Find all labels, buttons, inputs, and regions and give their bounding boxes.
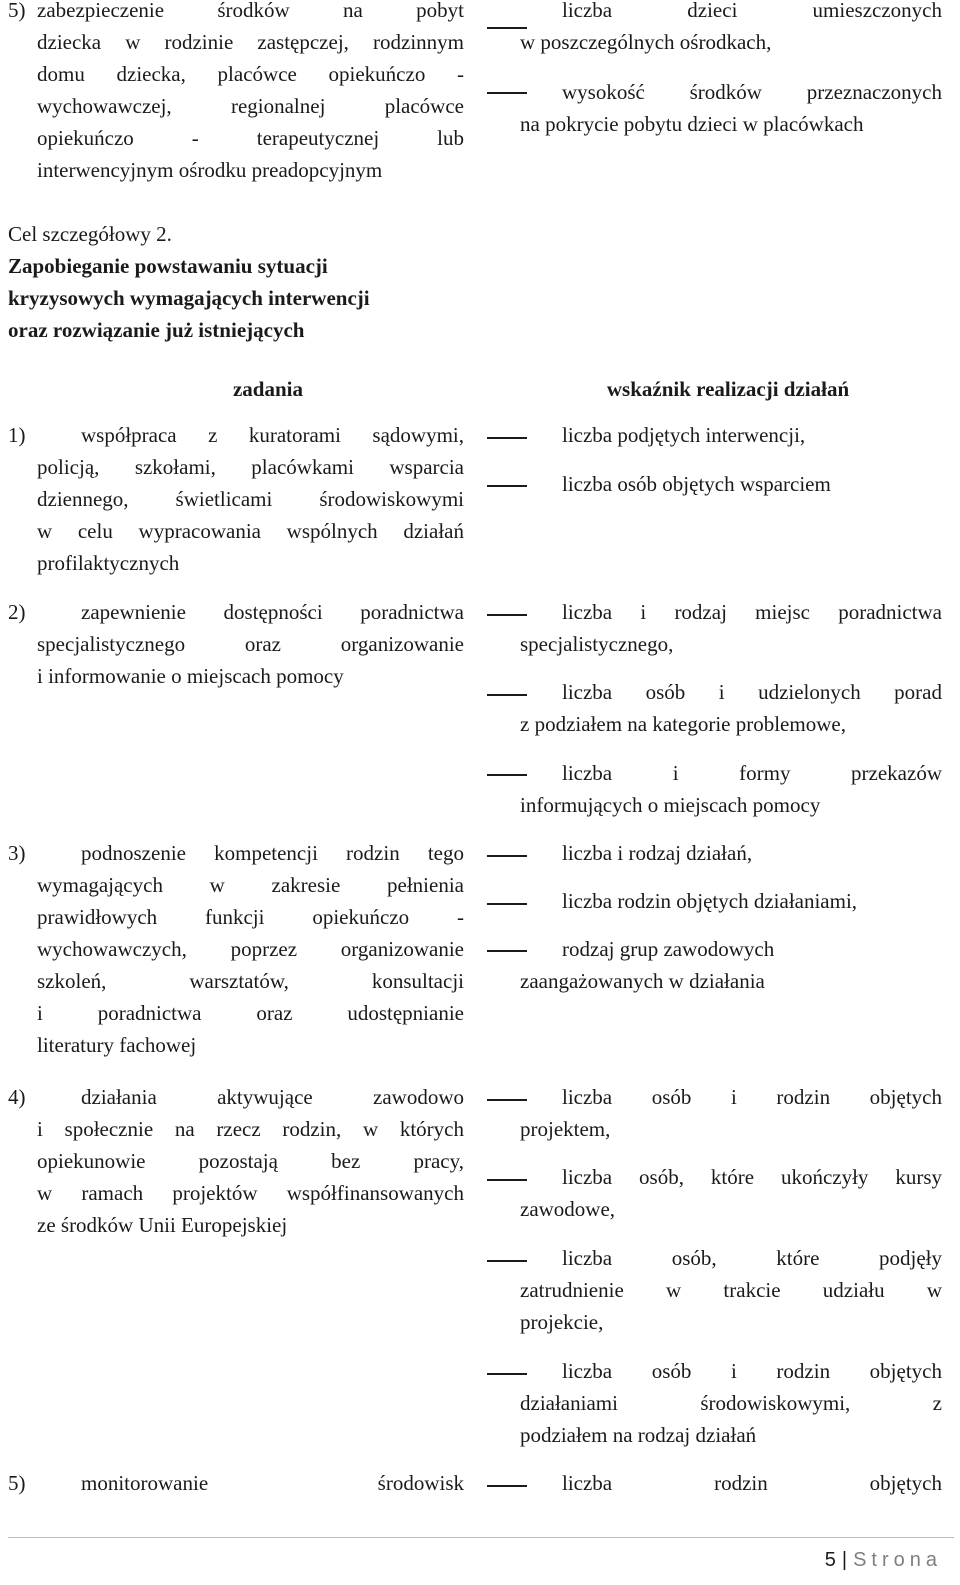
text-line: domu dziecka, placówce opiekuńczo - [37, 62, 464, 86]
goal-heading [8, 218, 468, 346]
text-line: liczba osób, które podjęły [562, 1246, 942, 1270]
text-line: na pokrycie pobytu dzieci w placówkach [520, 112, 864, 136]
text-line: dziennego, świetlicami środowiskowymi [37, 487, 464, 511]
indicator-item: liczba osób objętych wsparciem [562, 472, 831, 496]
text-line: w poszczególnych ośrodkach, [520, 30, 772, 54]
indicator-item [520, 596, 942, 660]
task-5b-number: 5) [8, 1471, 26, 1495]
indicator-item [520, 76, 942, 140]
page-number: 5 [824, 1549, 836, 1571]
text-line: szkoleń, warsztatów, konsultacji [37, 969, 464, 993]
text-line: rodzaj grup zawodowych [562, 937, 775, 961]
text-line: wychowawczych, poprzez organizowanie [37, 937, 464, 961]
text-line: i społecznie na rzecz rodzin, w których [37, 1117, 464, 1141]
text-line: ze środków Unii Europejskiej [37, 1213, 288, 1237]
indicator-item: liczba podjętych interwencji, [562, 423, 806, 447]
text-line: prawidłowych funkcji opiekuńczo - [37, 905, 464, 929]
text-line: zatrudnienie w trakcie udziału w [520, 1278, 942, 1302]
text-line: zapewnienie dostępności poradnictwa [81, 600, 464, 624]
text-line: liczba rodzin objętych [562, 1471, 942, 1495]
footer-separator: | [841, 1549, 848, 1571]
indicator-item [520, 1355, 942, 1451]
text-line: w celu wypracowania wspólnych działań [37, 519, 464, 543]
page-word: Strona [853, 1549, 942, 1571]
bullet-dash [487, 437, 527, 439]
task-5b-text [37, 1467, 464, 1499]
indicator-item [520, 757, 942, 821]
task-5-number: 5) [8, 0, 26, 22]
text-line: zawodowe, [520, 1197, 616, 1221]
goal-line: oraz rozwiązanie już istniejących [8, 318, 305, 342]
indicator-item [520, 0, 942, 58]
task-1-number: 1) [8, 423, 26, 447]
goal-line: Zapobieganie powstawaniu sytuacji [8, 254, 328, 278]
text-line: liczba osób i rodzin objętych [562, 1085, 942, 1109]
text-line: liczba osób, które ukończyły kursy [562, 1165, 942, 1189]
text-line: zabezpieczenie środków na pobyt [37, 0, 464, 22]
text-line: z podziałem na kategorie problemowe, [520, 712, 846, 736]
text-line: informujących o miejscach pomocy [520, 793, 821, 817]
text-line: profilaktycznych [37, 551, 180, 575]
text-line: w ramach projektów współfinansowanych [37, 1181, 464, 1205]
text-line: projektem, [520, 1117, 611, 1141]
goal-line: kryzysowych wymagających interwencji [8, 286, 370, 310]
indicator-item [520, 1081, 942, 1145]
header-indicators: wskaźnik realizacji działań [606, 377, 850, 401]
indicator-item: liczba rodzin objętych działaniami, [562, 889, 858, 913]
indicator-item [520, 676, 942, 740]
text-line: opiekunowie pozostają bez pracy, [37, 1149, 464, 1173]
indicator-item [520, 1242, 942, 1338]
indicator-item [520, 1467, 942, 1499]
bullet-dash [487, 485, 527, 487]
bullet-dash [487, 855, 527, 857]
text-line: liczba osób i rodzin objętych [562, 1359, 942, 1383]
text-line: interwencyjnym ośrodku preadopcyjnym [37, 158, 383, 182]
text-line: literatury fachowej [37, 1033, 197, 1057]
text-line: liczba dzieci umieszczonych [562, 0, 942, 22]
text-line: działania aktywujące zawodowo [81, 1085, 464, 1109]
text-line: liczba osób i udzielonych porad [562, 680, 942, 704]
goal-title: Cel szczegółowy 2. [8, 222, 172, 246]
text-line: projekcie, [520, 1310, 604, 1334]
task-2-number: 2) [8, 600, 26, 624]
header-tasks: zadania [232, 377, 303, 401]
footer-divider [8, 1537, 954, 1538]
text-line: podziałem na rodzaj działań [520, 1423, 757, 1447]
indicator-item: liczba i rodzaj działań, [562, 841, 753, 865]
text-line: podnoszenie kompetencji rodzin tego [81, 841, 464, 865]
text-line: opiekuńczo - terapeutycznej lub [37, 126, 464, 150]
text-line: dziecka w rodzinie zastępczej, rodzinnym [37, 30, 464, 54]
task-3-number: 3) [8, 841, 26, 865]
task-4-text [37, 1081, 464, 1241]
task-4-number: 4) [8, 1085, 26, 1109]
text-line: współpraca z kuratorami sądowymi, [81, 423, 464, 447]
task-3-text [37, 837, 464, 1061]
text-line: wysokość środków przeznaczonych [562, 80, 942, 104]
text-line: wychowawczej, regionalnej placówce [37, 94, 464, 118]
text-line: monitorowanie środowisk [81, 1471, 464, 1495]
text-line: zaangażowanych w działania [520, 969, 765, 993]
text-line: i informowanie o miejscach pomocy [37, 664, 344, 688]
indicator-item [520, 1161, 942, 1225]
task-5-text [37, 0, 464, 186]
text-line: specjalistycznego oraz organizowanie [37, 632, 464, 656]
text-line: specjalistycznego, [520, 632, 674, 656]
task-1-text [37, 419, 464, 579]
bullet-dash [487, 903, 527, 905]
text-line: wymagających w zakresie pełnienia [37, 873, 464, 897]
text-line: działaniami środowiskowymi, z [520, 1391, 942, 1415]
page-footer [825, 1548, 942, 1572]
text-line: liczba i formy przekazów [562, 761, 942, 785]
text-line: policją, szkołami, placówkami wsparcia [37, 455, 464, 479]
text-line: i poradnictwa oraz udostępnianie [37, 1001, 464, 1025]
text-line: liczba i rodzaj miejsc poradnictwa [562, 600, 942, 624]
task-2-text [37, 596, 464, 692]
indicator-item [520, 933, 942, 997]
